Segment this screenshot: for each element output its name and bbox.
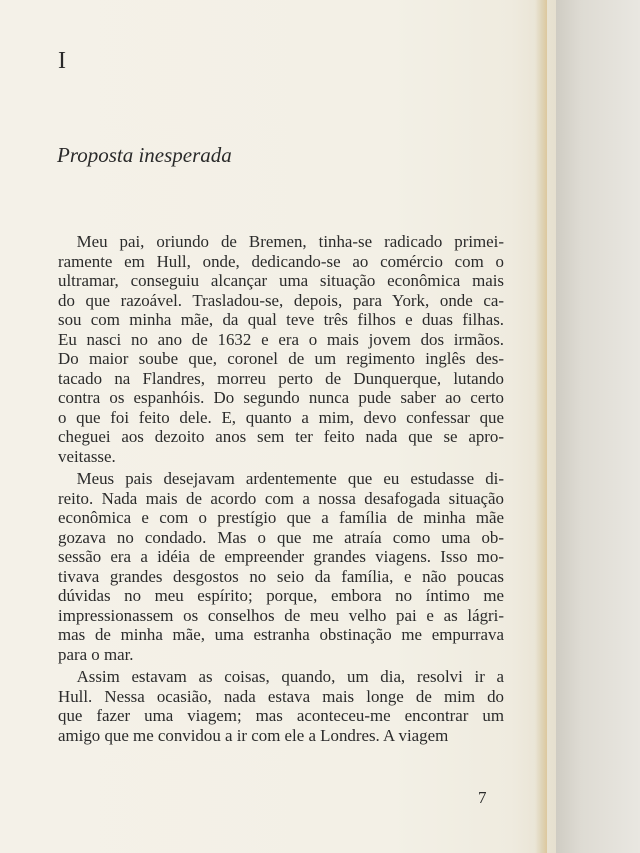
background-surface [556,0,640,853]
text-line: para o mar. [58,644,134,664]
text-line: ultramar, conseguiu alcançar uma situação econômica mais [58,271,504,290]
text-line: Eu nasci no ano de 1632 e era o mais jovem dos irmãos. [58,329,504,349]
text-line: tacado na Flandres, morreu perto de Dunquerque, lutando [58,368,504,388]
text-line: sessão era a idéia de empreender grandes viagens. Isso mo- [58,547,504,566]
text-line: gozava no condado. Mas o que me atraía como uma ob- [58,527,504,547]
chapter-body [58,232,504,748]
text-line: reito. Nada mais de acordo com a nossa desafogada situação [58,488,504,508]
text-line: Meus pais desejavam ardentemente que eu estudasse di- [76,469,504,488]
text-line: tivava grandes desgostos no seio da família, e não poucas [58,566,504,586]
text-line: amigo que me convidou a ir com ele a Londres. A viagem [58,725,449,745]
text-line: sou com minha mãe, da qual teve três filhos e duas filhas. [58,310,504,329]
text-line: ramente em Hull, onde, dedicando-se ao comércio com o [58,251,504,271]
paragraph [58,469,504,664]
text-line: impressionassem os conselhos de meu velho pai e as lágri- [58,605,504,625]
page-number: 7 [478,788,487,807]
page-edge-shadow [535,0,547,853]
text-line: Hull. Nessa ocasião, nada estava mais longe de mim do [58,686,504,706]
text-line: veitasse. [58,446,116,466]
text-line: mas de minha mãe, uma estranha obstinação me empurrava [58,625,504,644]
text-line: do que razoável. Trasladou-se, depois, para York, onde ca- [58,290,504,310]
text-line: o que foi feito dele. E, quanto a mim, devo confessar que [58,407,504,427]
text-line: Meu pai, oriundo de Bremen, tinha-se radicado primei- [76,232,504,251]
text-line: contra os espanhóis. Do segundo nunca pude saber ao certo [58,388,504,407]
text-line: cheguei aos dezoito anos sem ter feito nada que se apro- [58,427,504,446]
paragraph [58,232,504,466]
text-line: que fazer uma viagem; mas aconteceu-me encontrar um [58,706,504,725]
paragraph [58,667,504,745]
text-line: Assim estavam as coisas, quando, um dia, resolvi ir a [76,667,504,686]
text-line: dúvidas no meu espírito; porque, embora no íntimo me [58,586,504,605]
text-line: Do maior soube que, coronel de um regimento inglês des- [58,349,504,368]
chapter-number: I [58,48,66,74]
text-line: econômica e com o prestígio que a família de minha mãe [58,508,504,527]
chapter-title: Proposta inesperada [57,143,232,167]
